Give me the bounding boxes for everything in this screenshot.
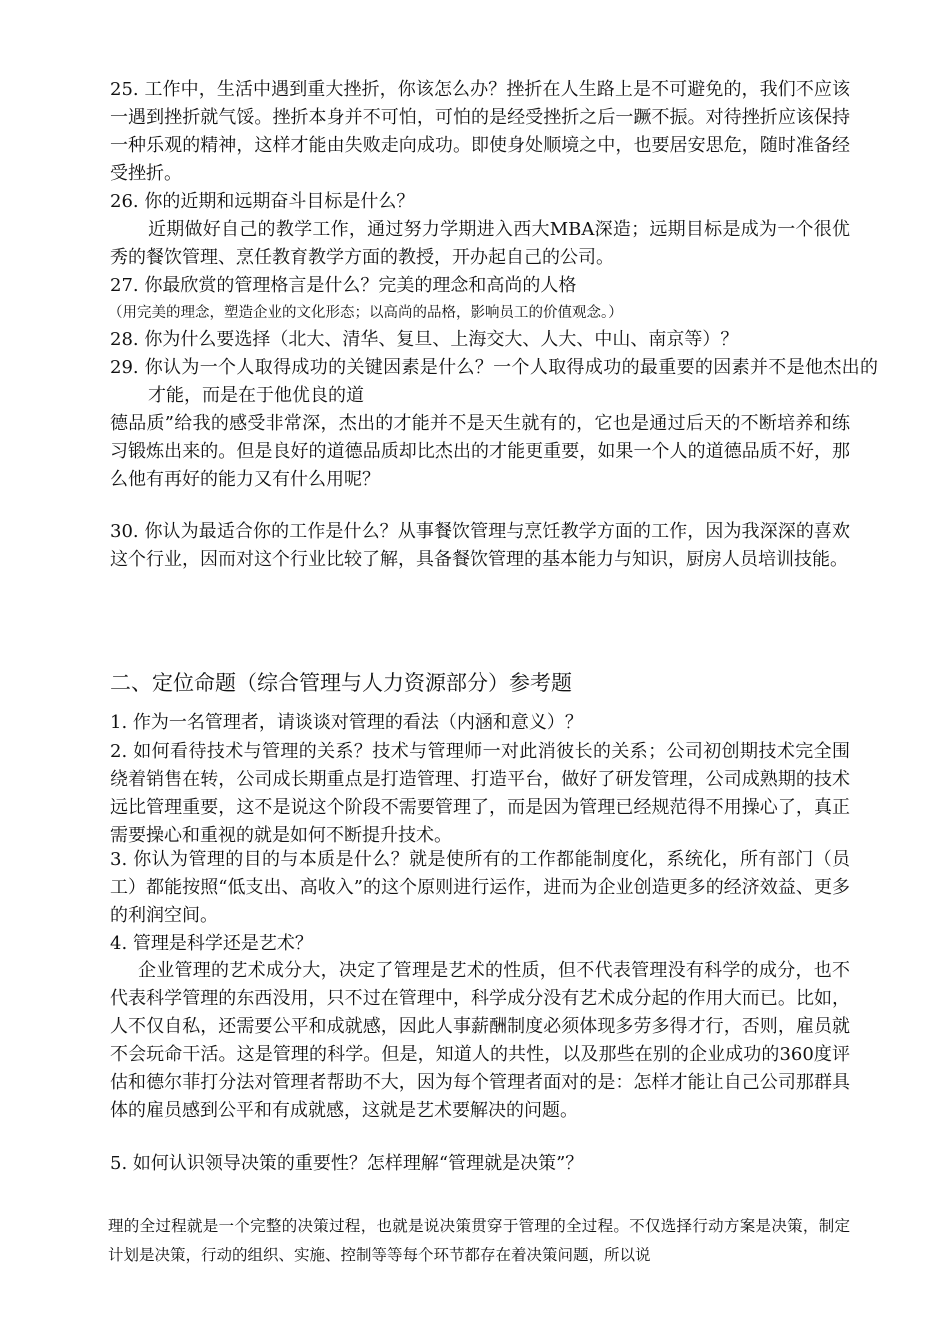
item-26-question: 26. 你的近期和远期奋斗目标是什么？ (110, 191, 415, 212)
section-title: 二、定位命题（综合管理与人力资源部分）参考题 (110, 671, 572, 695)
item-25: 25. 工作中，生活中遇到重大挫折，你该怎么办？挫折在人生路上是不可避免的，我们不应该一遇到挫折就气馁。挫折本身并不可怕，可怕的是经受挫折之后一蹶不振。对待挫折应该保持一种乐观的精神，这样才能由失败走向成功。即使身处顺境之中，也要居安思危，随时准备经受挫折。 (110, 79, 850, 184)
section-item-2: 2. 如何看待技术与管理的关系？技术与管理师一对此消彼长的关系；公司初创期技术完全围绕着销售在转，公司成长期重点是打造管理、打造平台，做好了研发管理，公司成熟期的技术远比管理重要，这不是说这个阶段不需要管理了，而是因为管理已经规范得不用操心了，真正需要操心和重视的就是如何不断提升技术。 (110, 741, 850, 846)
item-28-question: 28. 你为什么要选择（北大、清华、复旦、上海交大、人大、中山、南京等）？ (110, 329, 739, 350)
item-30: 30. 你认为最适合你的工作是什么？从事餐饮管理与烹饪教学方面的工作，因为我深深的喜欢这个行业，因而对这个行业比较了解，具备餐饮管理的基本能力与知识，厨房人员培训技能。 (110, 521, 850, 570)
section-item-1: 1. 作为一名管理者，请谈谈对管理的看法（内涵和意义）？ (110, 712, 583, 733)
item-29-answer: 德品质”给我的感受非常深，杰出的才能并不是天生就有的，它也是通过后天的不断培养和练习锻炼出来的。但是良好的道德品质却比杰出的才能更重要，如果一个人的道德品质不好，那么他有再好的能力又有什么用呢？ (110, 413, 850, 490)
section-item-3: 3. 你认为管理的目的与本质是什么？就是使所有的工作都能制度化，系统化，所有部门（员工）都能按照“低支出、高收入”的这个原则进行运作，进而为企业创造更多的经济效益、更多的利润空间。 (110, 849, 850, 926)
section-item-4-question: 4. 管理是科学还是艺术？ (110, 933, 313, 954)
item-27-note: （用完美的理念，塑造企业的文化形态；以高尚的品格，影响员工的价值观念。） (108, 305, 623, 321)
section-item-5-question: 5. 如何认识领导决策的重要性？怎样理解“管理就是决策”？ (110, 1153, 584, 1174)
section-item-4-answer: 企业管理的艺术成分大，决定了管理是艺术的性质，但不代表管理没有科学的成分，也不代表科学管理的东西没用，只不过在管理中，科学成分没有艺术成分起的作用大而已。比如，人不仅自私，还需要公平和成就感，因此人事薪酬制度必须体现多劳多得才行，否则，雇员就不会玩命干活。这是管理的科学。但是，知道人的共性，以及那些在别的企业成功的360度评估和德尔菲打分法对管理者帮助不大，因为每个管理者面对的是：怎样才能让自己公司那群具体的雇员感到公平和有成就感，这就是艺术要解决的问题。 (110, 960, 850, 1121)
item-27-question: 27. 你最欣赏的管理格言是什么？完美的理念和高尚的人格 (110, 275, 577, 296)
item-26-answer: 近期做好自己的教学工作，通过努力学期进入西大MBA深造；远期目标是成为一个很优秀的餐饮管理、烹任教育教学方面的教授，开办起自己的公司。 (110, 219, 850, 268)
section-item-5-answer: 理的全过程就是一个完整的决策过程，也就是说决策贯穿于管理的全过程。不仅选择行动方案是决策，制定计划是决策，行动的组织、实施、控制等等每个环节都存在着决策问题，所以说 (108, 1217, 850, 1264)
item-29-question: 29. 你认为一个人取得成功的关键因素是什么？一个人取得成功的最重要的因素并不是他杰出的才能，而是在于他优良的道 (110, 357, 878, 406)
